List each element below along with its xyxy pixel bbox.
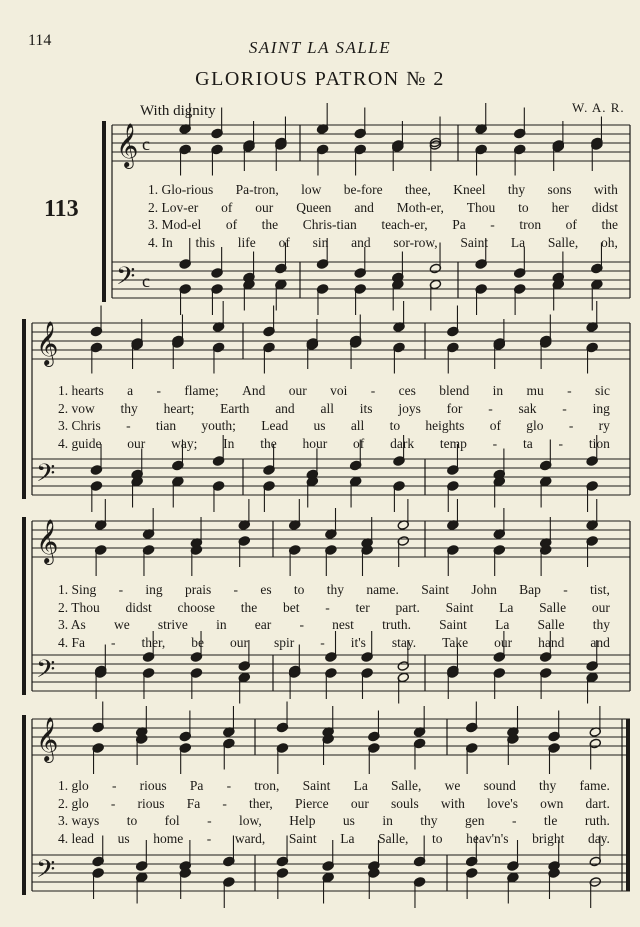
lyric-syllable: ther, [248, 795, 273, 811]
lyric-syllable: to [126, 813, 138, 828]
lyric-syllable: - [558, 435, 564, 451]
final-barline [626, 719, 630, 891]
lyric-syllable: - [206, 830, 212, 846]
lyric-syllable: low [301, 182, 322, 197]
lyric-syllable: - [110, 634, 116, 650]
lyric-syllable: life [237, 234, 256, 250]
lyric-syllable: flame; [184, 383, 219, 398]
page-number: 114 [28, 32, 52, 49]
lyric-syllable: La [340, 830, 355, 846]
lyric-syllable: didst [591, 199, 618, 215]
lyric-line [58, 436, 610, 452]
lyric-syllable: tian [155, 418, 177, 433]
lyric-syllable: ta [522, 435, 533, 451]
lyric-line [58, 796, 610, 812]
lyric-syllable: to [293, 582, 305, 597]
lyric-syllable: and [590, 634, 610, 650]
system-bracket [102, 121, 106, 302]
lyric-syllable: our [350, 795, 369, 811]
lyric-syllable: 3. ways [58, 813, 100, 828]
lyric-syllable: Saint [288, 830, 317, 846]
hymn-number: 113 [44, 196, 79, 222]
lyric-syllable: Saint [439, 617, 467, 632]
lyric-syllable: La [495, 617, 510, 632]
lyric-line [58, 813, 610, 829]
lyric-syllable: thy [420, 813, 438, 828]
lyric-syllable: fame. [579, 778, 610, 793]
lyric-syllable: - [110, 795, 116, 811]
treble-clef: 𝄞 [36, 717, 59, 761]
lyric-syllable: 3. Chris [58, 418, 101, 433]
lyric-syllable: rious [139, 778, 167, 793]
lyric-syllable: 1. hearts [58, 383, 104, 398]
lyric-syllable: thy [592, 617, 610, 632]
lyric-syllable: nest [332, 617, 354, 632]
system-bracket [22, 319, 26, 499]
lyric-syllable: all [320, 400, 334, 416]
bass-clef: 𝄢 [36, 459, 56, 494]
lyric-syllable: - [222, 795, 227, 811]
lyric-syllable: of [489, 418, 501, 433]
system-bracket [22, 517, 26, 695]
lyric-syllable: - [207, 813, 212, 828]
lyric-syllable: and [354, 199, 374, 215]
lyric-syllable: 3. Mod-el [148, 217, 202, 232]
lyric-syllable: voi [330, 383, 348, 398]
lyric-syllable: Pa [189, 778, 204, 793]
lyric-line [148, 200, 618, 216]
lyric-syllable: home [153, 830, 184, 846]
lyric-syllable: Take [442, 634, 469, 650]
lyric-line [58, 401, 610, 417]
lyric-syllable: we [113, 617, 130, 632]
lyric-syllable: temp [439, 435, 467, 451]
lyric-syllable: Earth [220, 400, 250, 416]
lyric-syllable: La [353, 778, 368, 793]
lyric-syllable: ry [598, 418, 610, 433]
lyric-syllable: Saint [421, 582, 450, 597]
lyric-syllable: prais [184, 582, 212, 597]
lyric-syllable: be-fore [343, 182, 383, 197]
time-signature: c [142, 271, 150, 291]
lyric-syllable: way; [171, 435, 198, 451]
lyric-syllable: stay. [391, 634, 417, 650]
lyric-syllable: our [591, 599, 610, 615]
bass-clef: 𝄢 [36, 655, 56, 690]
lyric-syllable: us [313, 418, 326, 433]
lyric-line [58, 831, 610, 847]
lyric-syllable: - [299, 617, 304, 632]
lyric-syllable: - [370, 383, 376, 398]
lyric-syllable: 4. guide [58, 435, 102, 451]
lyric-syllable: es [260, 582, 272, 597]
lyric-syllable: Thou [466, 199, 496, 215]
lyric-line [58, 582, 610, 598]
lyric-syllable: mu [526, 383, 544, 398]
lyric-syllable: our [288, 383, 307, 398]
lyric-line [148, 217, 618, 233]
lyric-syllable: youth; [201, 418, 236, 433]
lyric-syllable: blend [439, 383, 470, 398]
lyric-syllable: sons [547, 182, 572, 197]
lyric-syllable: in [216, 617, 227, 632]
lyric-syllable: Chris-tian [302, 217, 357, 232]
lyric-syllable: Salle, [391, 778, 422, 793]
lyric-syllable: heights [425, 418, 465, 433]
lyric-syllable: - [492, 435, 498, 451]
lyric-syllable: La [499, 599, 514, 615]
lyric-syllable: Pa-tron, [235, 182, 279, 197]
lyric-syllable: a [127, 383, 134, 398]
lyric-syllable: - [488, 400, 493, 416]
lyric-syllable: spir [274, 634, 295, 650]
lyric-syllable: we [444, 778, 461, 793]
lyric-syllable: Pa [452, 217, 466, 232]
system-bracket [22, 715, 26, 895]
lyric-syllable: Moth-er, [396, 199, 444, 215]
author-initials: W. A. R. [572, 100, 625, 115]
lyric-syllable: hand [538, 634, 565, 650]
lyric-syllable: - [325, 599, 330, 615]
lyric-syllable: all [350, 418, 365, 433]
lyric-syllable: 1. Sing [58, 582, 97, 597]
lyric-syllable: Salle, [547, 234, 579, 250]
lyric-syllable: thy [326, 582, 344, 597]
lyric-syllable: and [351, 234, 371, 250]
lyric-syllable: love's [487, 795, 518, 811]
lyric-syllable: sak [518, 400, 537, 416]
lyric-syllable: - [111, 778, 117, 793]
lyric-syllable: Kneel [453, 182, 486, 197]
lyric-syllable: 2. vow [58, 400, 95, 416]
bass-clef: 𝄢 [36, 855, 56, 890]
lyric-syllable: - [233, 582, 239, 597]
lyric-syllable: ear [254, 617, 272, 632]
treble-clef: 𝄞 [116, 123, 139, 167]
lyric-syllable: tist, [590, 582, 610, 597]
lyric-syllable: - [567, 383, 572, 398]
lyric-line [58, 600, 610, 616]
lyric-syllable: truth. [382, 617, 411, 632]
lyric-syllable: ter [355, 599, 370, 615]
lyric-syllable: 3. As [58, 617, 86, 632]
lyric-syllable: in [382, 813, 393, 828]
lyric-syllable: heav'n's [466, 830, 509, 846]
lyric-syllable: our [494, 634, 513, 650]
lyric-syllable: part. [395, 599, 420, 615]
lyric-syllable: and [275, 400, 295, 416]
lyric-syllable: - [562, 400, 567, 416]
lyric-syllable: to [518, 199, 529, 215]
lyric-syllable: with [593, 182, 618, 197]
lyric-syllable: us [342, 813, 355, 828]
lyric-syllable: La [510, 234, 526, 250]
lyric-syllable: us [117, 830, 130, 846]
lyric-syllable: Lead [261, 418, 289, 433]
lyric-syllable: ing [145, 582, 163, 597]
lyric-syllable: of [353, 435, 365, 451]
lyric-syllable: - [156, 383, 161, 398]
lyric-syllable: - [568, 418, 574, 433]
lyric-syllable: - [563, 582, 568, 597]
lyric-syllable: sic [594, 383, 610, 398]
lyric-syllable: of [278, 234, 290, 250]
lyric-syllable: thee, [405, 182, 431, 197]
lyric-syllable: Fa [186, 795, 201, 811]
lyric-syllable: 2. Lov-er [148, 199, 199, 215]
lyric-syllable: 1. glo [58, 778, 89, 793]
lyric-syllable: Saint [460, 234, 489, 250]
lyric-syllable: Salle, [378, 830, 409, 846]
lyric-syllable: tion [588, 435, 610, 451]
lyric-syllable: fol [164, 813, 180, 828]
lyric-syllable: with [440, 795, 465, 811]
lyric-syllable: sound [483, 778, 516, 793]
lyric-syllable: her [551, 199, 569, 215]
lyric-syllable: 1. Glo-rious [148, 182, 214, 197]
lyric-syllable: dart. [585, 795, 610, 811]
lyric-syllable: in [492, 383, 504, 398]
lyric-syllable: Salle [539, 599, 567, 615]
lyric-syllable: glo [526, 418, 544, 433]
lyric-syllable: ward, [234, 830, 266, 846]
lyric-syllable: bet [283, 599, 300, 615]
lyric-syllable: thy [120, 400, 138, 416]
lyric-syllable: thy [507, 182, 526, 197]
lyric-syllable: our [127, 435, 146, 451]
lyric-syllable: - [226, 778, 232, 793]
time-signature: c [142, 134, 150, 154]
lyric-syllable: Saint [302, 778, 331, 793]
lyric-syllable: of [225, 217, 238, 232]
lyric-syllable: In [223, 435, 235, 451]
lyric-syllable: it's [350, 634, 366, 650]
lyric-syllable: John [471, 582, 497, 597]
lyric-syllable: Help [289, 813, 316, 828]
lyric-line [58, 617, 610, 633]
lyric-syllable: dark [390, 435, 415, 451]
lyric-syllable: the [261, 217, 279, 232]
lyric-syllable: - [320, 634, 325, 650]
lyric-line [148, 182, 618, 198]
lyric-syllable: of [221, 199, 233, 215]
lyric-syllable: 2. glo [58, 795, 89, 811]
lyric-syllable: thy [539, 778, 557, 793]
lyric-syllable: low, [239, 813, 262, 828]
lyric-line [58, 778, 610, 794]
lyric-syllable: Saint [445, 599, 474, 615]
lyric-syllable: ces [398, 383, 416, 398]
lyric-syllable: tron, [254, 778, 280, 793]
lyric-syllable: - [490, 217, 495, 232]
lyric-syllable: - [118, 582, 124, 597]
lyric-syllable: 4. Fa [58, 634, 85, 650]
lyric-syllable: souls [390, 795, 419, 811]
lyric-syllable: the [260, 435, 277, 451]
lyric-syllable: be [191, 634, 205, 650]
lyric-syllable: Bap [519, 582, 541, 597]
lyric-syllable: this [195, 234, 216, 250]
lyric-syllable: its [359, 400, 373, 416]
lyric-syllable: strive [157, 617, 188, 632]
lyric-syllable: sin [312, 234, 329, 250]
lyric-syllable: day. [587, 830, 610, 846]
lyric-syllable: bright [532, 830, 565, 846]
lyric-syllable: Queen [296, 199, 332, 215]
lyric-syllable: gen [465, 813, 485, 828]
lyric-syllable: for [446, 400, 463, 416]
lyric-syllable: sor-row, [393, 234, 438, 250]
lyric-syllable: Pierce [294, 795, 329, 811]
lyric-line [148, 235, 618, 251]
lyric-line [58, 383, 610, 399]
lyric-syllable: the [601, 217, 618, 232]
lyric-syllable: - [511, 813, 517, 828]
lyric-syllable: our [230, 634, 249, 650]
lyric-syllable: our [255, 199, 274, 215]
lyric-syllable: rious [137, 795, 165, 811]
lyric-syllable: of [565, 217, 577, 232]
lyric-syllable: ing [592, 400, 610, 416]
lyric-syllable: tle [543, 813, 558, 828]
lyric-syllable: the [240, 599, 258, 615]
section-title: SAINT LA SALLE [248, 38, 392, 57]
lyric-syllable: And [242, 383, 266, 398]
lyric-syllable: name. [366, 582, 399, 597]
lyric-syllable: heart; [163, 400, 195, 416]
treble-clef: 𝄞 [36, 321, 59, 365]
lyric-syllable: to [389, 418, 401, 433]
hymn-title: GLORIOUS PATRON № 2 [195, 68, 445, 90]
lyric-syllable: 4. In [148, 234, 173, 250]
lyric-syllable: 4. lead [58, 830, 94, 846]
lyric-line [58, 635, 610, 651]
lyric-syllable: hour [302, 435, 328, 451]
lyric-syllable: teach-er, [381, 217, 428, 232]
lyric-syllable: ruth. [584, 813, 610, 828]
lyric-syllable: ther, [141, 634, 166, 650]
lyric-syllable: own [540, 795, 564, 811]
lyric-syllable: to [432, 830, 443, 846]
lyric-syllable: Salle [537, 617, 565, 632]
lyric-syllable: oh, [601, 234, 618, 250]
treble-clef: 𝄞 [36, 519, 59, 563]
lyric-syllable: didst [125, 599, 152, 615]
lyric-syllable: 2. Thou [58, 599, 100, 615]
lyric-syllable: choose [177, 599, 216, 615]
lyric-syllable: tron [519, 217, 542, 232]
lyric-syllable: joys [398, 400, 421, 416]
lyric-line [58, 418, 610, 434]
tempo-marking: With dignity [140, 103, 216, 119]
bass-clef: 𝄢 [116, 262, 136, 297]
lyric-syllable: - [126, 418, 131, 433]
